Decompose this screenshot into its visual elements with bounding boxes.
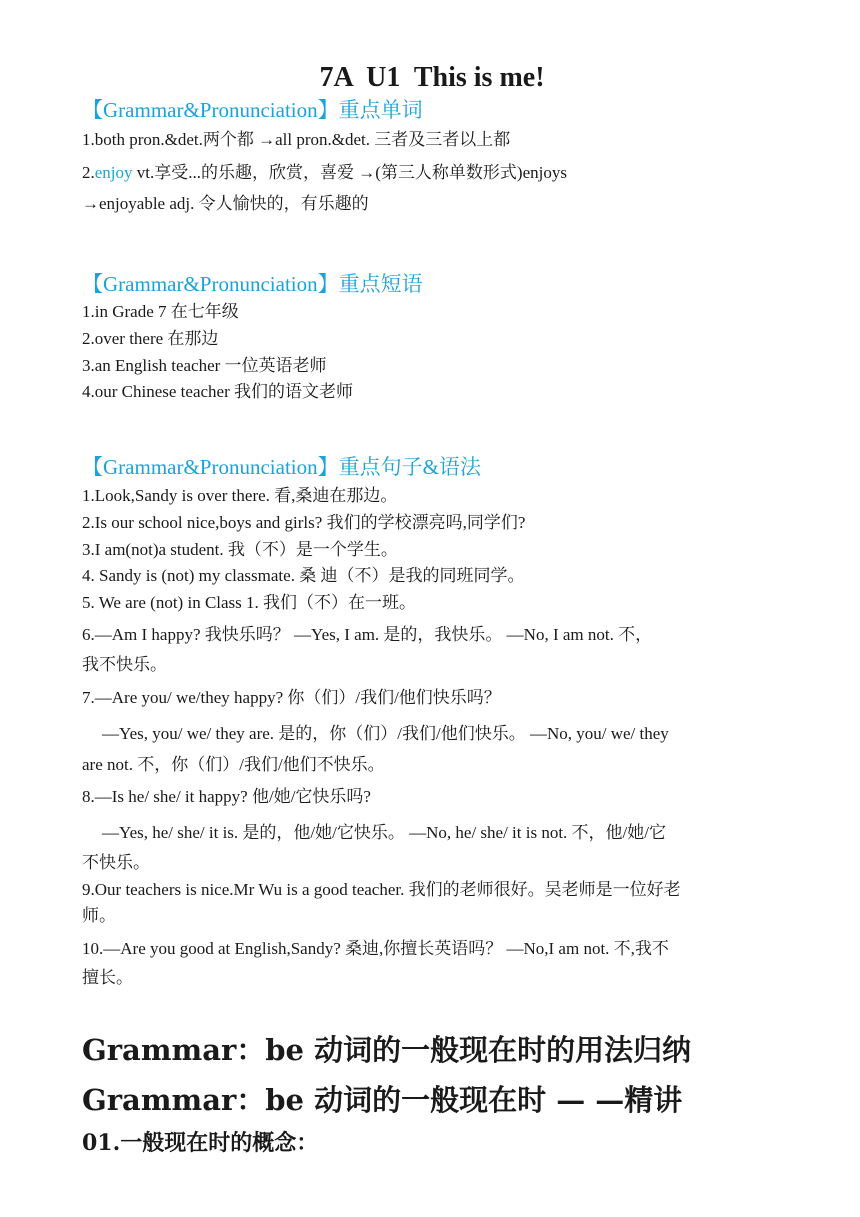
word-definition: vt.享受...的乐趣，欣赏，喜爱 →(第三人称单数形式)enjoys [132,163,567,182]
sentence-line-8-answer: —Yes, he/ she/ it is. 是的，他/她/它快乐。 —No, he/ she/ it is not. 不，他/她/它 [102,823,667,842]
word-number: 2. [82,163,95,182]
phrase-line-1: 1.in Grade 7 在七年级 [82,302,239,321]
sentence-line-4: 4. Sandy is (not) my classmate. 桑 迪（不）是我的同班同学。 [82,566,525,585]
word-line-3: →enjoyable adj. 令人愉快的，有乐趣的 [82,194,369,213]
word-line-1: 1.both pron.&det.两个都 →all pron.&det. 三者及三者以上都 [82,130,511,149]
highlighted-word: enjoy [94,163,133,182]
grammar-subheading: 01.一般现在时的概念： [82,1130,319,1156]
sentence-line-9-cont: 师。 [82,906,116,925]
sentence-line-2: 2.Is our school nice,boys and girls? 我们的学校漂亮吗,同学们? [82,513,526,532]
sentence-line-8-cont: 不快乐。 [82,853,150,872]
phrase-line-3: 3.an English teacher 一位英语老师 [82,356,327,375]
sentence-line-7-answer: —Yes, you/ we/ they are. 是的，你（们）/我们/他们快乐。 —No, you/ we/ they [102,724,669,743]
section-heading-words: 【Grammar&Pronunciation】重点单词 [82,98,423,122]
section-heading-sentences: 【Grammar&Pronunciation】重点句子&语法 [82,455,481,479]
sentence-line-6: 6.—Am I happy? 我快乐吗？ —Yes, I am. 是的，我快乐。 —No, I am not. 不， [82,625,653,644]
sentence-line-8: 8.—Is he/ she/ it happy? 他/她/它快乐吗? [82,787,371,806]
sentence-line-7: 7.—Are you/ we/they happy? 你（们）/我们/他们快乐吗？ [82,688,501,707]
sentence-line-6-cont: 我不快乐。 [82,655,167,674]
phrase-line-4: 4.our Chinese teacher 我们的语文老师 [82,382,353,401]
grammar-heading-2: Grammar：be 动词的一般现在时 — —精讲 [82,1083,683,1117]
sentence-line-3: 3.I am(not)a student. 我（不）是一个学生。 [82,540,398,559]
word-line-2 [82,160,567,186]
sentence-line-10: 10.—Are you good at English,Sandy? 桑迪,你擅长英语吗？ —No,I am not. 不,我不 [82,939,669,958]
page-title: 7A U1 This is me! [319,62,545,93]
phrase-line-2: 2.over there 在那边 [82,329,219,348]
section-heading-phrases: 【Grammar&Pronunciation】重点短语 [82,272,423,296]
sentence-line-9: 9.Our teachers is nice.Mr Wu is a good teacher. 我们的老师很好。吴老师是一位好老 [82,880,681,899]
sentence-line-5: 5. We are (not) in Class 1. 我们（不）在一班。 [82,593,417,612]
grammar-heading-1: Grammar：be 动词的一般现在时的用法归纳 [82,1033,692,1067]
sentence-line-7-cont: are not. 不，你（们）/我们/他们不快乐。 [82,755,385,774]
sentence-line-1: 1.Look,Sandy is over there. 看,桑迪在那边。 [82,486,398,505]
sentence-line-10-cont: 擅长。 [82,968,133,987]
